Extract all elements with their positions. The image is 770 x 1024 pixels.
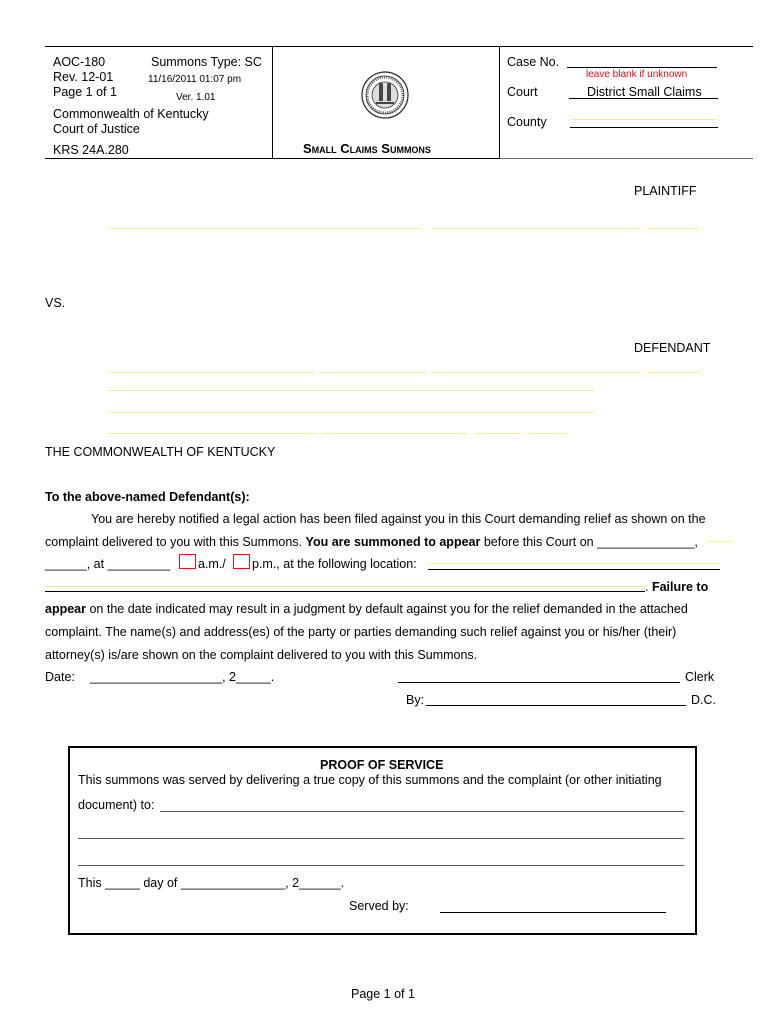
kentucky-state-seal-icon [361,71,409,119]
paragraph-line-7: attorney(s) is/are shown on the complaint delivered to you with this Summons. [45,648,478,662]
paragraph-line-6: complaint. The name(s) and address(es) of the party or parties demanding such relief against you or his/her (their) [45,625,677,639]
served-by-signature-line[interactable] [440,912,666,913]
date-label: Date: [45,670,75,684]
paragraph-line-2: complaint delivered to you with this Summons. You are summoned to appear before this Court on ______________, [45,535,698,549]
statute: KRS 24A.280 [53,143,129,157]
proof-title: PROOF OF SERVICE [320,758,444,772]
appearance-date-field[interactable]: ______________, [597,535,698,549]
location-field-highlight [428,563,720,564]
defendant-label: DEFENDANT [634,341,711,355]
served-to-field[interactable] [160,811,684,812]
court-field-underline [569,98,718,99]
clerk-signature-line[interactable] [398,682,680,683]
paragraph-line-5: appear on the date indicated may result in a judgment by default against you for the relief demanded in the attached [45,602,688,616]
summons-type: Summons Type: SC [151,55,262,69]
court-value[interactable]: District Small Claims [587,85,702,99]
form-page: Page 1 of 1 [53,85,117,99]
proof-line-1: This summons was served by delivering a true copy of this summons and the complaint (or other initiating [78,773,662,787]
form-timestamp: 11/16/2011 01:07 pm [148,74,242,85]
form-id: AOC-180 [53,55,106,69]
date-field[interactable]: ___________________, 2_____. [90,670,275,684]
salutation: To the above-named Defendant(s): [45,490,250,504]
served-to-field-2[interactable] [78,838,684,839]
deputy-clerk-signature-line[interactable] [426,705,686,706]
failure-to: . Failure to [645,580,709,594]
plaintiff-label: PLAINTIFF [634,184,697,198]
case-no-label: Case No. [507,55,560,69]
court-of-justice-line2: Court of Justice [53,122,140,136]
vs-label: VS. [45,296,66,310]
form-revision: Rev. 12-01 [53,70,114,84]
dc-label: D.C. [691,693,716,707]
paragraph-line-1: You are hereby notified a legal action has been filed against you in this Court demanding relief as shown on the [91,512,706,526]
location-field[interactable] [428,569,720,570]
location-field-2[interactable] [45,591,645,592]
by-label: By: [406,693,425,707]
county-field-highlight [570,119,718,120]
court-label: Court [507,85,538,99]
proof-line-2: document) to: [78,798,155,812]
pm-label: p.m., at the following location: [252,557,417,571]
case-no-hint: leave blank if unknown [586,69,688,80]
appearance-time-field[interactable]: _________ [107,557,171,571]
date-field-highlight [708,541,732,542]
am-checkbox[interactable] [179,554,196,569]
service-date-line[interactable]: This _____ day of _______________, 2______. [78,876,345,890]
pm-checkbox[interactable] [233,554,250,569]
served-by-label: Served by: [349,899,409,913]
commonwealth-heading: THE COMMONWEALTH OF KENTUCKY [45,445,276,459]
court-of-justice-line1: Commonwealth of Kentucky [53,107,209,121]
form-version: Ver. 1.01 [176,92,216,103]
form-title: Small Claims Summons [303,141,431,156]
county-label: County [507,115,547,129]
page-footer: Page 1 of 1 [351,987,415,1001]
location-field-2-highlight [45,586,645,587]
paragraph-line-3: ______, at _________ [45,557,171,571]
county-field[interactable] [570,127,718,128]
clerk-label: Clerk [685,670,715,684]
appearance-year-field[interactable]: ______ [45,557,87,571]
case-no-field[interactable] [567,67,717,68]
served-to-field-3[interactable] [78,865,684,866]
am-label: a.m./ [198,557,226,571]
